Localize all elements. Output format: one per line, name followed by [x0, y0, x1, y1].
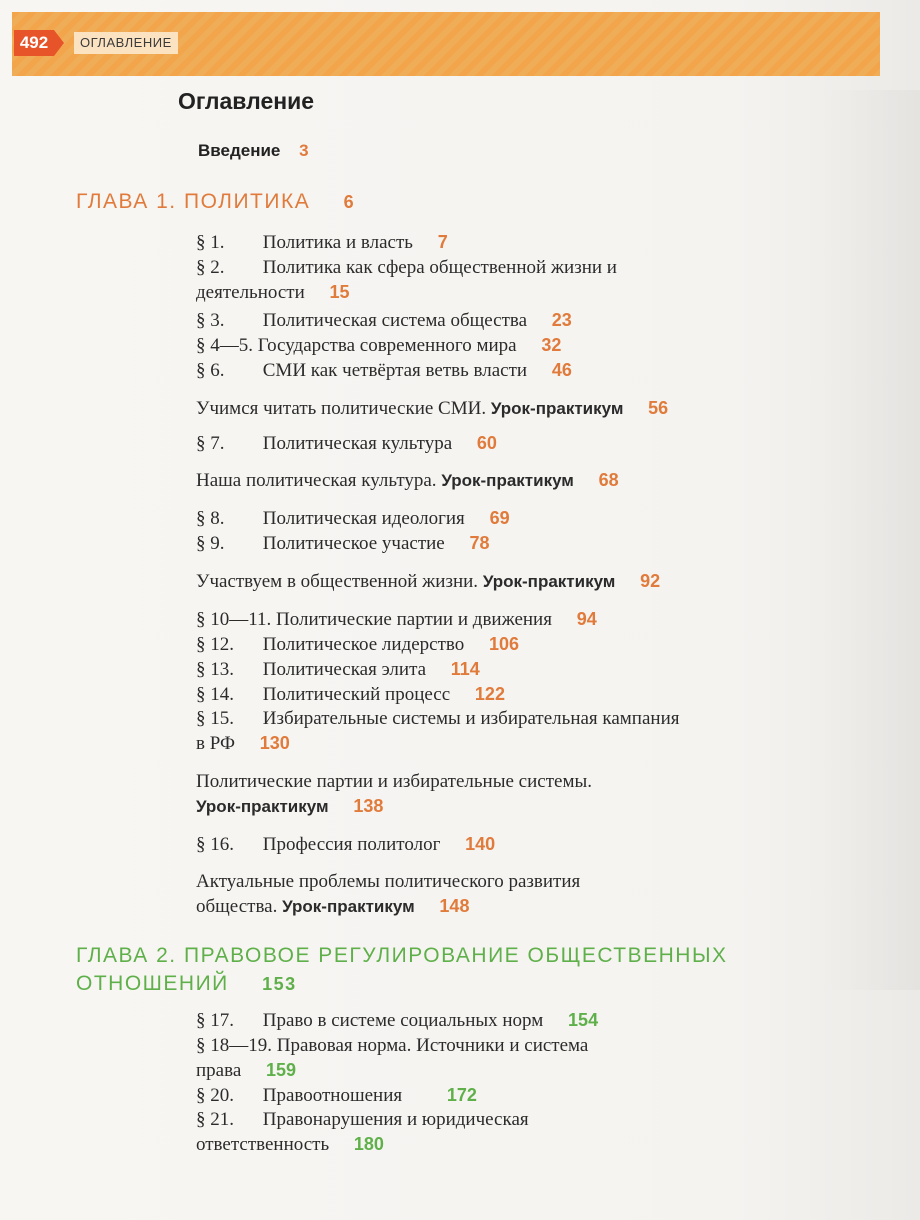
toc-item-page: 60 [476, 433, 497, 453]
chapter-2-heading [76, 942, 796, 998]
toc-item-text: Политическая культура [262, 433, 453, 454]
chapter-1-heading [76, 190, 355, 214]
practicum-label: Урок-практикум [196, 797, 329, 816]
toc-item-page: 148 [439, 896, 470, 916]
chapter-1-page: 6 [343, 192, 356, 212]
toc-practicum [196, 870, 856, 919]
toc-item [196, 682, 856, 707]
toc-item-text: Наша политическая культура. [196, 470, 437, 491]
chapter-1-label: ГЛАВА 1. ПОЛИТИКА [76, 190, 311, 213]
toc-intro-page: 3 [299, 141, 309, 160]
toc-item-page: 78 [469, 533, 490, 553]
toc-item-text: Актуальные проблемы политического развития [196, 871, 581, 892]
toc-item [196, 657, 856, 682]
practicum-label: Урок-практикум [482, 572, 616, 591]
toc-item-page: 106 [489, 634, 520, 654]
toc-item-para: § 10—11. [196, 609, 272, 630]
toc-item-page: 69 [489, 508, 510, 528]
toc-item-text: Политическая система общества [262, 310, 528, 331]
toc-item-page: 32 [541, 335, 562, 355]
toc-practicum [196, 396, 856, 421]
toc-item-page: 68 [598, 470, 619, 490]
toc-item-page: 159 [266, 1060, 297, 1080]
toc-item-page: 15 [329, 282, 350, 302]
toc-item-page: 140 [465, 834, 496, 854]
toc-item [196, 707, 856, 756]
section-tag: ОГЛАВЛЕНИЕ [74, 32, 178, 54]
toc-item-para: § 1. [196, 232, 225, 253]
toc-item-para: § 7. [196, 433, 225, 454]
toc-item-page: 172 [446, 1085, 477, 1105]
toc-item [196, 1083, 856, 1108]
toc-item-text: Государства современного мира [257, 335, 517, 356]
toc-practicum [196, 770, 856, 819]
toc-item-para: § 2. [196, 257, 225, 278]
toc-item [196, 832, 856, 857]
toc-item-page: 154 [568, 1010, 599, 1030]
toc-item-page: 23 [551, 310, 572, 330]
toc-item-para: § 13. [196, 659, 234, 680]
toc-item [196, 256, 856, 305]
toc-item [196, 531, 856, 556]
toc-practicum [196, 569, 856, 594]
toc-item-text: Политический процесс [262, 684, 451, 705]
toc-item [196, 632, 856, 657]
toc-item-page: 180 [353, 1134, 384, 1154]
toc-item-text: Участвуем в общественной жизни. [196, 571, 479, 592]
toc-item-para: § 6. [196, 360, 225, 381]
toc-item-text-cont: деятельности [196, 282, 305, 303]
page-title: Оглавление [178, 88, 315, 114]
toc-intro-label: Введение [198, 141, 281, 160]
toc-intro [198, 141, 309, 161]
toc-item-para: § 17. [196, 1010, 234, 1031]
toc-item-page: 46 [551, 360, 572, 380]
toc-item-text: Правовая норма. Источники и система [276, 1035, 589, 1056]
toc-item-page: 122 [474, 684, 505, 704]
toc-item-text: Политические партии и движения [276, 609, 552, 630]
chapter-2-label-cont: ОТНОШЕНИЙ [76, 972, 229, 995]
toc-item-page: 56 [648, 398, 669, 418]
toc-item-para: § 4—5. [196, 335, 253, 356]
toc-item [196, 1008, 856, 1033]
toc-item-para: § 12. [196, 634, 234, 655]
toc-item-para: § 9. [196, 533, 225, 554]
toc-item-para: § 8. [196, 508, 225, 529]
toc-item-text: Политическая элита [262, 659, 427, 680]
toc-item [196, 506, 856, 531]
toc-item-text: Политическое участие [262, 533, 445, 554]
toc-item [196, 431, 856, 456]
toc-item-page: 7 [437, 232, 448, 252]
toc-item-para: § 15. [196, 708, 234, 729]
toc-item [196, 333, 856, 358]
toc-item-text: Политика как сфера общественной жизни и [262, 257, 617, 278]
chapter-2-page: 153 [262, 974, 297, 994]
toc-item-page: 92 [640, 571, 661, 591]
toc-item-text: Правоотношения [262, 1085, 403, 1106]
toc-item [196, 607, 856, 632]
practicum-label: Урок-практикум [490, 399, 624, 418]
toc-item-page: 130 [259, 733, 290, 753]
toc-item-text: Право в системе социальных норм [262, 1010, 544, 1031]
toc-item [196, 308, 856, 333]
toc-item [196, 1108, 856, 1157]
toc-item-para: § 21. [196, 1109, 234, 1130]
toc-item-page: 94 [576, 609, 597, 629]
toc-item-text-cont: права [196, 1060, 242, 1081]
toc-item-page: 114 [450, 659, 480, 679]
toc-item-text: Политика и власть [262, 232, 413, 253]
toc-item-text: СМИ как четвёртая ветвь власти [262, 360, 528, 381]
practicum-label: Урок-практикум [441, 471, 574, 490]
toc-item-para: § 3. [196, 310, 225, 331]
toc-item-text: Политическое лидерство [262, 634, 465, 655]
page-number-badge: 492 [14, 30, 54, 56]
chapter-2-label: ГЛАВА 2. ПРАВОВОЕ РЕГУЛИРОВАНИЕ ОБЩЕСТВЕННЫХ [76, 944, 728, 967]
practicum-label: Урок-практикум [282, 897, 415, 916]
toc-item [196, 230, 856, 255]
toc-item-para: § 18—19. [196, 1035, 272, 1056]
toc-item-text: Профессия политолог [262, 834, 441, 855]
toc-item-text: Избирательные системы и избирательная кампания [262, 708, 680, 729]
toc-item-text-cont: общества. [196, 896, 278, 917]
toc-item-text: Политические партии и избирательные системы. [196, 771, 592, 792]
toc-item [196, 358, 856, 383]
toc-item-text: Политическая идеология [262, 508, 465, 529]
toc-item-para: § 16. [196, 834, 234, 855]
toc-item-page: 138 [353, 796, 384, 816]
toc-item-para: § 14. [196, 684, 234, 705]
toc-item-text: Правонарушения и юридическая [262, 1109, 529, 1130]
toc-item-text-cont: ответственность [196, 1134, 330, 1155]
toc-practicum [196, 468, 856, 493]
toc-item-text: Учимся читать политические СМИ. [196, 398, 487, 419]
toc-item-para: § 20. [196, 1085, 234, 1106]
toc-item [196, 1034, 856, 1083]
toc-item-text-cont: в РФ [196, 733, 235, 754]
